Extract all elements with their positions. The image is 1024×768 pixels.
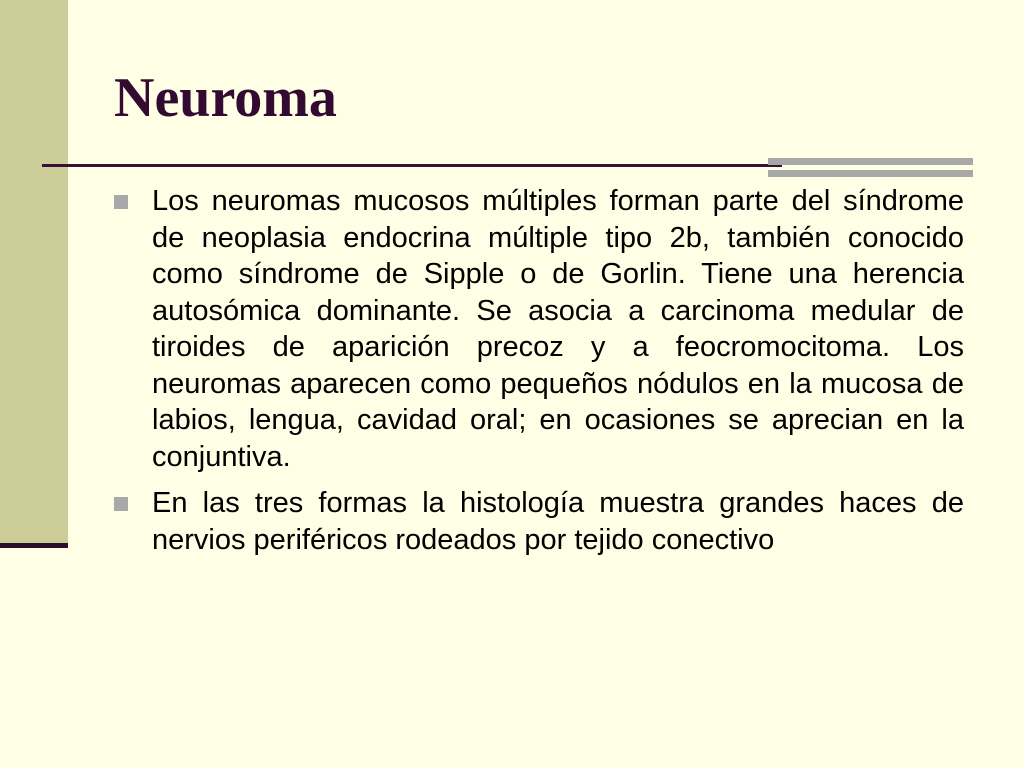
bullet-text: En las tres formas la histología muestra grandes haces de nervios periféricos rodeados por tejido conectivo	[152, 487, 964, 556]
slide-content	[112, 183, 964, 568]
accent-bar-upper	[768, 158, 973, 165]
accent-bar-lower	[768, 170, 973, 177]
title-underline-rule	[42, 164, 782, 167]
square-bullet-icon	[114, 195, 128, 209]
square-bullet-icon	[114, 497, 128, 511]
bullet-item	[112, 183, 964, 475]
slide-title: Neuroma	[114, 67, 337, 129]
side-band-decoration	[0, 0, 68, 545]
side-rule-decoration	[0, 543, 68, 548]
bullet-text: Los neuromas mucosos múltiples forman parte del síndrome de neoplasia endocrina múltiple tipo 2b, también conocido como síndrome de Sipple o de Gorlin. Tiene una herencia autosómica dominante. Se asocia a carcinoma medular de tiroides de aparición precoz y a feocromocitoma. Los neuromas aparecen como pequeños nódulos en la mucosa de labios, lengua, cavidad oral; en ocasiones se aprecian en la conjuntiva.	[152, 185, 964, 473]
bullet-item	[112, 485, 964, 558]
